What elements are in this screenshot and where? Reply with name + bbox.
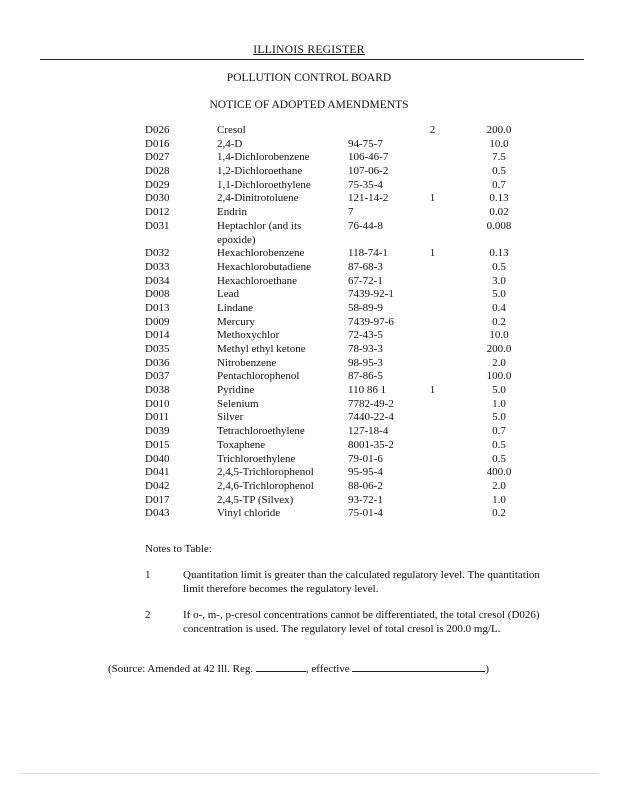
table-row	[0, 507, 618, 521]
regulatory-level-cell: 0.13	[489, 247, 509, 260]
cas-number-cell: 88-06-2	[348, 479, 383, 492]
note-ref-cell: 1	[429, 247, 436, 260]
waste-code-cell: D037	[145, 370, 170, 383]
waste-code-cell: D035	[145, 343, 170, 356]
note-ref-cell: 1	[429, 384, 436, 397]
effective-date-blank	[352, 661, 485, 672]
cas-number-cell: 87-86-5	[348, 370, 383, 383]
table-row	[0, 316, 618, 330]
cas-number-cell: 95-95-4	[348, 466, 383, 479]
contaminant-name-cell: Pyridine	[217, 384, 255, 397]
table-row	[0, 179, 618, 193]
regulatory-level-cell: 0.5	[492, 452, 506, 465]
waste-code-cell: D026	[145, 124, 170, 136]
waste-code-cell: D039	[145, 425, 170, 438]
regulatory-level-cell: 200.0	[486, 343, 512, 356]
cas-number-cell: 79-01-6	[348, 452, 383, 465]
regulatory-level-cell: 5.0	[492, 411, 506, 424]
note-number: 1	[145, 569, 151, 581]
contaminant-name-cell: 1,1-Dichloroethylene	[217, 178, 311, 191]
regulatory-level-cell: 7.5	[492, 151, 506, 164]
note-text: If o-, m-, p-cresol concentrations cannot be differentiated, the total cresol (D026) concentration is used. The regulatory level of total cresol is 200.0 mg/L.	[183, 609, 540, 635]
cas-number-cell: 78-93-3	[348, 343, 383, 356]
cas-number-cell: 7782-49-2	[348, 397, 394, 410]
source-note	[108, 661, 489, 675]
cas-number-cell: 7439-92-1	[348, 288, 394, 301]
waste-code-cell: D017	[145, 493, 170, 506]
cas-number-cell: 72-43-5	[348, 329, 383, 342]
regulatory-level-cell: 100.0	[486, 370, 512, 383]
waste-code-cell: D013	[145, 301, 170, 314]
table-row	[0, 247, 618, 261]
cas-number-cell: 58-89-9	[348, 301, 383, 314]
waste-code-cell: D033	[145, 260, 170, 273]
table-row	[0, 206, 618, 220]
table-row	[0, 480, 618, 494]
regulatory-level-cell: 1.0	[492, 493, 506, 506]
table-row	[0, 261, 618, 275]
contaminant-name-cell: 2,4-D	[217, 137, 243, 150]
waste-code-cell: D009	[145, 315, 170, 328]
waste-code-cell: D012	[145, 206, 170, 219]
cas-number-cell: 76-44-8	[348, 219, 383, 232]
table-row	[0, 398, 618, 412]
regulatory-level-cell: 0.4	[492, 301, 506, 314]
cas-number-cell: 106-46-7	[348, 151, 389, 164]
regulatory-level-cell: 0.02	[489, 206, 509, 219]
cas-number-cell: 7	[348, 206, 354, 219]
contaminant-name-cell: 1,4-Dichlorobenzene	[217, 151, 310, 164]
notice-title: NOTICE OF ADOPTED AMENDMENTS	[209, 99, 409, 111]
contaminant-name-cell: Selenium	[217, 397, 259, 410]
regulatory-level-cell: 0.13	[489, 192, 509, 205]
table-row	[0, 494, 618, 508]
cas-number-cell: 75-01-4	[348, 507, 383, 520]
cas-number-cell: 121-14-2	[348, 192, 389, 205]
contaminant-name-cell: Pentachlorophenol	[217, 370, 300, 383]
cas-number-cell: 8001-35-2	[348, 438, 394, 451]
table-row	[0, 138, 618, 152]
cas-number-cell: 107-06-2	[348, 165, 389, 178]
contaminant-name-cell: Tetrachloroethylene	[217, 425, 305, 438]
regulatory-level-cell: 200.0	[486, 124, 512, 136]
table-row	[0, 151, 618, 165]
regulatory-level-cell: 5.0	[492, 384, 506, 397]
contaminant-name-cell: 2,4-Dinitrotoluene	[217, 192, 299, 205]
waste-code-cell: D027	[145, 151, 170, 164]
contaminant-name-cell: 2,4,5-Trichlorophenol	[217, 466, 314, 479]
table-row	[0, 411, 618, 425]
register-page-blank	[256, 661, 306, 672]
regulatory-level-cell: 0.7	[492, 425, 506, 438]
waste-code-cell: D010	[145, 397, 170, 410]
header-rule	[40, 59, 584, 60]
contaminant-name-cell: Vinyl chloride	[217, 507, 281, 520]
regulatory-level-cell: 10.0	[489, 137, 509, 150]
table-row	[0, 384, 618, 398]
table-row	[0, 192, 618, 206]
contaminant-name-cell: Hexachlorobutadiene	[217, 260, 312, 273]
table-row	[0, 357, 618, 371]
table-row	[0, 370, 618, 384]
table-row	[0, 220, 618, 247]
table-row	[0, 165, 618, 179]
table-row	[0, 302, 618, 316]
source-suffix: )	[485, 663, 490, 675]
regulatory-level-cell: 0.5	[492, 165, 506, 178]
contaminant-name-cell: Methoxychlor	[217, 329, 280, 342]
waste-code-cell: D029	[145, 178, 170, 191]
cas-number-cell: 94-75-7	[348, 137, 383, 150]
table-row	[0, 329, 618, 343]
waste-code-cell: D028	[145, 165, 170, 178]
regulatory-level-cell: 0.2	[492, 507, 506, 520]
waste-code-cell: D030	[145, 192, 170, 205]
regulatory-level-cell: 0.008	[486, 219, 512, 232]
contaminant-name-cell: Lindane	[217, 301, 254, 314]
regulatory-level-cell: 0.7	[492, 178, 506, 191]
waste-code-cell: D031	[145, 219, 170, 232]
contaminant-name-cell: Mercury	[217, 315, 255, 328]
contaminant-name-cell: Toxaphene	[217, 438, 266, 451]
regulatory-level-cell: 2.0	[492, 356, 506, 369]
contaminant-name-cell: Nitrobenzene	[217, 356, 277, 369]
regulatory-level-cell: 3.0	[492, 274, 506, 287]
table-row	[0, 288, 618, 302]
regulatory-level-cell: 2.0	[492, 479, 506, 492]
contaminant-name-cell: Trichloroethylene	[217, 452, 296, 465]
waste-code-cell: D038	[145, 384, 170, 397]
contaminant-name-cell: 2,4,5-TP (Silvex)	[217, 493, 294, 506]
regulatory-level-cell: 10.0	[489, 329, 509, 342]
regulatory-levels-table	[0, 124, 618, 521]
regulatory-level-cell: 1.0	[492, 397, 506, 410]
note-ref-cell: 2	[429, 124, 436, 136]
cas-number-cell: 118-74-1	[348, 247, 388, 260]
cas-number-cell: 98-95-3	[348, 356, 383, 369]
contaminant-name-cell: Cresol	[217, 124, 246, 136]
regulatory-level-cell: 0.2	[492, 315, 506, 328]
regulatory-level-cell: 0.5	[492, 260, 506, 273]
table-row	[0, 124, 618, 138]
table-row	[0, 425, 618, 439]
contaminant-name-cell: 1,2-Dichloroethane	[217, 165, 303, 178]
waste-code-cell: D040	[145, 452, 170, 465]
cas-number-cell: 87-68-3	[348, 260, 383, 273]
source-prefix: (Source: Amended at 42 Ill. Reg.	[108, 663, 254, 675]
waste-code-cell: D043	[145, 507, 170, 520]
contaminant-name-cell: Silver	[217, 411, 244, 424]
cas-number-cell: 7439-97-6	[348, 315, 394, 328]
regulatory-level-cell: 400.0	[486, 466, 512, 479]
cas-number-cell: 7440-22-4	[348, 411, 394, 424]
waste-code-cell: D032	[145, 247, 170, 260]
contaminant-name-cell: Endrin	[217, 206, 247, 219]
contaminant-name-cell: Heptachlor (and its epoxide)	[217, 219, 302, 246]
cas-number-cell: 67-72-1	[348, 274, 383, 287]
waste-code-cell: D041	[145, 466, 170, 479]
notes-heading: Notes to Table:	[145, 543, 212, 555]
contaminant-name-cell: Hexachlorobenzene	[217, 247, 305, 260]
table-row	[0, 439, 618, 453]
table-row	[0, 453, 618, 467]
waste-code-cell: D016	[145, 137, 170, 150]
table-row	[0, 343, 618, 357]
note-number: 2	[145, 609, 151, 621]
source-middle: , effective	[305, 663, 350, 675]
agency-title: POLLUTION CONTROL BOARD	[226, 72, 392, 84]
waste-code-cell: D008	[145, 288, 170, 301]
register-title: ILLINOIS REGISTER	[253, 44, 365, 56]
cas-number-cell: 127-18-4	[348, 425, 389, 438]
regulatory-level-cell: 5.0	[492, 288, 506, 301]
note-text: Quantitation limit is greater than the calculated regulatory level. The quantitation limit therefore becomes the regulatory level.	[183, 569, 540, 595]
regulatory-level-cell: 0.5	[492, 438, 506, 451]
cas-number-cell: 93-72-1	[348, 493, 383, 506]
waste-code-cell: D036	[145, 356, 170, 369]
cas-number-cell: 75-35-4	[348, 178, 383, 191]
contaminant-name-cell: 2,4,6-Trichlorophenol	[217, 479, 314, 492]
cas-number-cell: 110 86 1	[348, 384, 387, 397]
table-row	[0, 275, 618, 289]
waste-code-cell: D042	[145, 479, 170, 492]
waste-code-cell: D015	[145, 438, 170, 451]
waste-code-cell: D011	[145, 411, 170, 424]
waste-code-cell: D034	[145, 274, 170, 287]
contaminant-name-cell: Lead	[217, 288, 239, 301]
contaminant-name-cell: Methyl ethyl ketone	[217, 343, 306, 356]
footer-rule	[20, 773, 598, 774]
table-row	[0, 466, 618, 480]
waste-code-cell: D014	[145, 329, 170, 342]
contaminant-name-cell: Hexachloroethane	[217, 274, 298, 287]
note-ref-cell: 1	[429, 192, 436, 205]
